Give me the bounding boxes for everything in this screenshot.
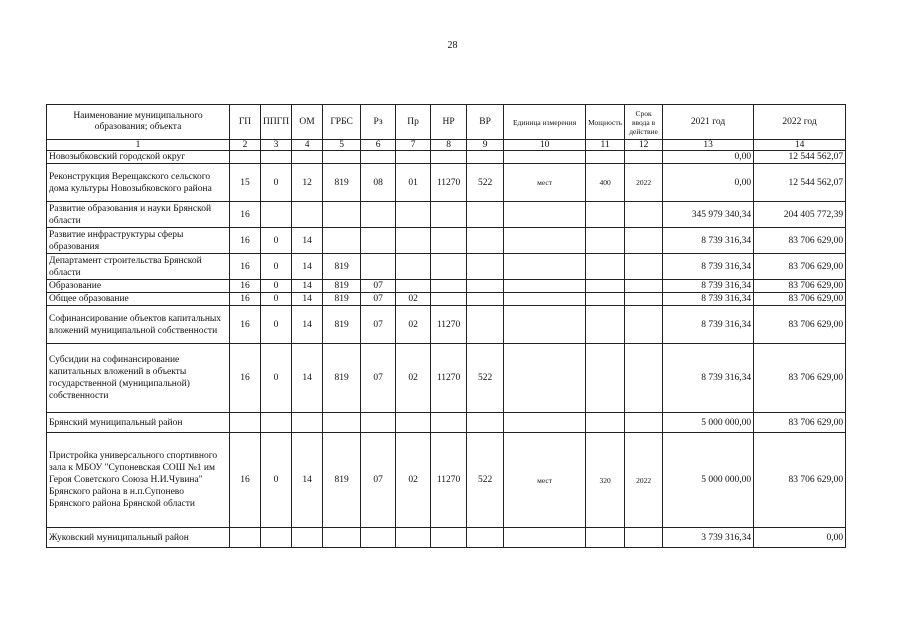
ppgp-cell (261, 528, 292, 548)
amount-2022-cell: 0,00 (754, 528, 846, 548)
gp-cell: 16 (230, 202, 261, 228)
header-unit: Единица измерения (504, 105, 586, 140)
term-cell (625, 344, 663, 413)
name-cell: Развитие инфраструктуры сферы образования (47, 228, 230, 254)
rz-cell: 08 (361, 164, 396, 202)
header-rz: Рз (361, 105, 396, 140)
vr-cell (467, 293, 504, 306)
term-cell (625, 280, 663, 293)
ppgp-cell: 0 (261, 344, 292, 413)
gp-cell: 16 (230, 228, 261, 254)
table-row (47, 254, 846, 280)
name-cell: Образование (47, 280, 230, 293)
capacity-cell: 320 (586, 433, 625, 528)
name-cell: Департамент строительства Брянской области (47, 254, 230, 280)
gp-cell: 16 (230, 306, 261, 344)
header-om: ОМ (292, 105, 323, 140)
vr-cell: 522 (467, 164, 504, 202)
capacity-cell (586, 280, 625, 293)
name-cell: Пристройка универсального спортивного зала к МБОУ "Супоневская СОШ №1 им Героя Советского Союза Н.И.Чувина" Брянского района в н.п.Супонево Брянского района Брянской области (47, 433, 230, 528)
amount-2021-cell: 345 979 340,34 (663, 202, 754, 228)
column-number: 1 (47, 140, 230, 151)
vr-cell (467, 528, 504, 548)
capacity-cell (586, 413, 625, 433)
ppgp-cell (261, 202, 292, 228)
capacity-cell (586, 228, 625, 254)
pr-cell (396, 528, 431, 548)
unit-cell (504, 293, 586, 306)
gp-cell: 16 (230, 433, 261, 528)
pr-cell (396, 413, 431, 433)
name-cell: Реконструкция Верещакского сельского дома культуры Новозыбковского района (47, 164, 230, 202)
grbs-cell (323, 228, 361, 254)
capacity-cell (586, 202, 625, 228)
pr-cell (396, 254, 431, 280)
amount-2021-cell: 0,00 (663, 164, 754, 202)
capacity-cell (586, 344, 625, 413)
om-cell (292, 151, 323, 164)
gp-cell: 16 (230, 344, 261, 413)
column-number: 6 (361, 140, 396, 151)
header-capacity: Мощность (586, 105, 625, 140)
grbs-cell: 819 (323, 306, 361, 344)
vr-cell (467, 151, 504, 164)
name-cell: Жуковский муниципальный район (47, 528, 230, 548)
vr-cell (467, 202, 504, 228)
table-row (47, 344, 846, 413)
om-cell (292, 528, 323, 548)
vr-cell (467, 228, 504, 254)
amount-2021-cell: 8 739 316,34 (663, 344, 754, 413)
unit-cell (504, 228, 586, 254)
rz-cell: 07 (361, 280, 396, 293)
rz-cell: 07 (361, 306, 396, 344)
pr-cell (396, 280, 431, 293)
table-row (47, 413, 846, 433)
om-cell: 14 (292, 280, 323, 293)
column-number: 3 (261, 140, 292, 151)
term-cell: 2022 (625, 433, 663, 528)
nr-cell: 11270 (431, 344, 467, 413)
amount-2021-cell: 5 000 000,00 (663, 413, 754, 433)
ppgp-cell: 0 (261, 280, 292, 293)
name-cell: Развитие образования и науки Брянской области (47, 202, 230, 228)
amount-2021-cell: 8 739 316,34 (663, 228, 754, 254)
capacity-cell (586, 528, 625, 548)
om-cell: 14 (292, 344, 323, 413)
nr-cell: 11270 (431, 164, 467, 202)
grbs-cell: 819 (323, 280, 361, 293)
term-cell (625, 228, 663, 254)
pr-cell: 02 (396, 306, 431, 344)
nr-cell (431, 280, 467, 293)
gp-cell (230, 528, 261, 548)
grbs-cell: 819 (323, 164, 361, 202)
name-cell: Новозыбковский городской округ (47, 151, 230, 164)
term-cell (625, 306, 663, 344)
vr-cell (467, 280, 504, 293)
unit-cell: мест (504, 433, 586, 528)
table-row (47, 202, 846, 228)
column-number: 7 (396, 140, 431, 151)
column-number: 11 (586, 140, 625, 151)
vr-cell: 522 (467, 344, 504, 413)
amount-2021-cell: 5 000 000,00 (663, 433, 754, 528)
budget-table (46, 104, 846, 548)
amount-2021-cell: 8 739 316,34 (663, 293, 754, 306)
rz-cell (361, 151, 396, 164)
capacity-cell (586, 254, 625, 280)
header-2022: 2022 год (754, 105, 846, 140)
table-row (47, 280, 846, 293)
amount-2022-cell: 83 706 629,00 (754, 344, 846, 413)
column-number: 12 (625, 140, 663, 151)
rz-cell: 07 (361, 433, 396, 528)
amount-2022-cell: 12 544 562,07 (754, 164, 846, 202)
table-row (47, 433, 846, 528)
om-cell (292, 202, 323, 228)
term-cell (625, 293, 663, 306)
capacity-cell: 400 (586, 164, 625, 202)
table-row (47, 164, 846, 202)
column-number: 13 (663, 140, 754, 151)
unit-cell (504, 344, 586, 413)
grbs-cell (323, 202, 361, 228)
pr-cell: 02 (396, 293, 431, 306)
name-cell: Субсидии на софинансирование капитальных вложений в объекты государственной (муниципальной) собственности (47, 344, 230, 413)
column-number: 10 (504, 140, 586, 151)
unit-cell (504, 151, 586, 164)
amount-2021-cell: 8 739 316,34 (663, 254, 754, 280)
unit-cell (504, 413, 586, 433)
rz-cell: 07 (361, 344, 396, 413)
column-number: 4 (292, 140, 323, 151)
term-cell: 2022 (625, 164, 663, 202)
amount-2022-cell: 83 706 629,00 (754, 433, 846, 528)
column-number: 14 (754, 140, 846, 151)
header-pr: Пр (396, 105, 431, 140)
nr-cell (431, 413, 467, 433)
amount-2021-cell: 3 739 316,34 (663, 528, 754, 548)
gp-cell (230, 413, 261, 433)
amount-2022-cell: 83 706 629,00 (754, 306, 846, 344)
column-number: 2 (230, 140, 261, 151)
header-term: Срок ввода в действие (625, 105, 663, 140)
page-number: 28 (447, 40, 458, 51)
unit-cell (504, 280, 586, 293)
nr-cell: 11270 (431, 433, 467, 528)
header-row (47, 105, 846, 140)
grbs-cell (323, 413, 361, 433)
pr-cell: 02 (396, 433, 431, 528)
header-nr: НР (431, 105, 467, 140)
capacity-cell (586, 151, 625, 164)
nr-cell: 11270 (431, 306, 467, 344)
term-cell (625, 254, 663, 280)
name-cell: Общее образование (47, 293, 230, 306)
ppgp-cell: 0 (261, 306, 292, 344)
ppgp-cell: 0 (261, 433, 292, 528)
ppgp-cell: 0 (261, 164, 292, 202)
om-cell (292, 413, 323, 433)
rz-cell (361, 202, 396, 228)
header-vr: ВР (467, 105, 504, 140)
pr-cell (396, 228, 431, 254)
table-row (47, 228, 846, 254)
column-number: 8 (431, 140, 467, 151)
vr-cell (467, 254, 504, 280)
vr-cell (467, 413, 504, 433)
gp-cell (230, 151, 261, 164)
ppgp-cell: 0 (261, 254, 292, 280)
amount-2022-cell: 83 706 629,00 (754, 228, 846, 254)
om-cell: 14 (292, 293, 323, 306)
rz-cell (361, 254, 396, 280)
ppgp-cell: 0 (261, 293, 292, 306)
nr-cell (431, 254, 467, 280)
unit-cell (504, 306, 586, 344)
grbs-cell: 819 (323, 254, 361, 280)
unit-cell (504, 528, 586, 548)
header-ppgp: ППГП (261, 105, 292, 140)
amount-2022-cell: 204 405 772,39 (754, 202, 846, 228)
nr-cell (431, 293, 467, 306)
column-number: 5 (323, 140, 361, 151)
budget-table-container (46, 104, 846, 548)
vr-cell (467, 306, 504, 344)
om-cell: 14 (292, 306, 323, 344)
header-gp: ГП (230, 105, 261, 140)
unit-cell: мест (504, 164, 586, 202)
table-row (47, 306, 846, 344)
amount-2022-cell: 83 706 629,00 (754, 254, 846, 280)
column-number-row (47, 140, 846, 151)
amount-2021-cell: 8 739 316,34 (663, 306, 754, 344)
header-2021: 2021 год (663, 105, 754, 140)
rz-cell (361, 528, 396, 548)
gp-cell: 16 (230, 280, 261, 293)
nr-cell (431, 528, 467, 548)
grbs-cell (323, 151, 361, 164)
capacity-cell (586, 293, 625, 306)
rz-cell (361, 413, 396, 433)
term-cell (625, 528, 663, 548)
amount-2021-cell: 0,00 (663, 151, 754, 164)
rz-cell: 07 (361, 293, 396, 306)
ppgp-cell: 0 (261, 228, 292, 254)
grbs-cell: 819 (323, 344, 361, 413)
pr-cell (396, 202, 431, 228)
nr-cell (431, 202, 467, 228)
term-cell (625, 413, 663, 433)
pr-cell: 02 (396, 344, 431, 413)
unit-cell (504, 254, 586, 280)
header-grbs: ГРБС (323, 105, 361, 140)
name-cell: Брянский муниципальный район (47, 413, 230, 433)
grbs-cell: 819 (323, 433, 361, 528)
grbs-cell: 819 (323, 293, 361, 306)
amount-2022-cell: 12 544 562,07 (754, 151, 846, 164)
om-cell: 14 (292, 254, 323, 280)
name-cell: Софинансирование объектов капитальных вложений муниципальной собственности (47, 306, 230, 344)
amount-2022-cell: 83 706 629,00 (754, 280, 846, 293)
table-row (47, 293, 846, 306)
header-name: Наименование муниципального образования; объекта (47, 105, 230, 140)
om-cell: 14 (292, 433, 323, 528)
ppgp-cell (261, 413, 292, 433)
gp-cell: 15 (230, 164, 261, 202)
nr-cell (431, 151, 467, 164)
table-body (47, 151, 846, 548)
om-cell: 14 (292, 228, 323, 254)
om-cell: 12 (292, 164, 323, 202)
table-row (47, 151, 846, 164)
amount-2021-cell: 8 739 316,34 (663, 280, 754, 293)
table-row (47, 528, 846, 548)
amount-2022-cell: 83 706 629,00 (754, 293, 846, 306)
nr-cell (431, 228, 467, 254)
term-cell (625, 202, 663, 228)
amount-2022-cell: 83 706 629,00 (754, 413, 846, 433)
unit-cell (504, 202, 586, 228)
pr-cell (396, 151, 431, 164)
capacity-cell (586, 306, 625, 344)
ppgp-cell (261, 151, 292, 164)
column-number: 9 (467, 140, 504, 151)
gp-cell: 16 (230, 254, 261, 280)
grbs-cell (323, 528, 361, 548)
term-cell (625, 151, 663, 164)
vr-cell: 522 (467, 433, 504, 528)
gp-cell: 16 (230, 293, 261, 306)
rz-cell (361, 228, 396, 254)
pr-cell: 01 (396, 164, 431, 202)
